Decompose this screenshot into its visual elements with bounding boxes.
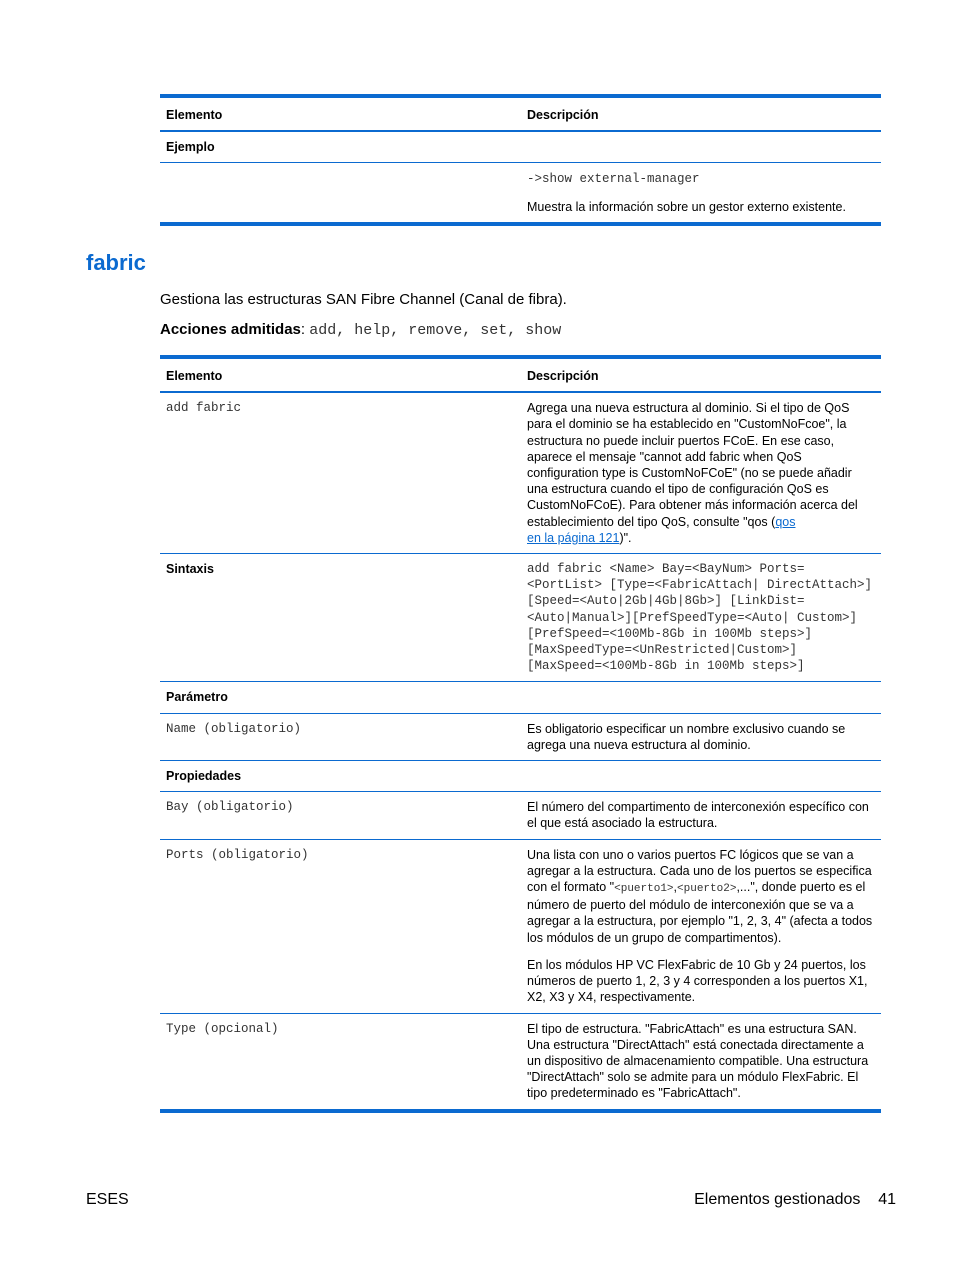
empty-cell bbox=[160, 163, 521, 224]
ports-desc-part2: ,...", donde puerto es el número de puerto del módulo de interconexión que se va a agregar a la estructura, por ejemplo "1, 2, 3, 4" (afecta a todos los módulos de un grupo de compartimentos). bbox=[527, 880, 873, 945]
add-fabric-element: add fabric bbox=[166, 401, 242, 416]
fabric-table bbox=[160, 355, 881, 1113]
add-fabric-desc-text: Agrega una nueva estructura al dominio. Si el tipo de QoS para el dominio se ha establecido en "CustomNoFcoe", la estructura no puede incluir puertos FCoE. En ese caso, aparece el mensaje "cannot add fabric when QoS configuration type is CustomNoFCoE" (no se puede añadir una estructura cuando el tipo de configuración QoS es CustomNoFCoE). Para obtener más información acerca del establecimiento del tipo QoS, consulte "qos ( bbox=[527, 401, 858, 529]
ports-description bbox=[521, 839, 881, 1013]
syntax-label: Sintaxis bbox=[166, 562, 214, 577]
section-label-ejemplo: Ejemplo bbox=[166, 140, 215, 155]
table-header-row bbox=[160, 96, 881, 131]
type-element: Type (opcional) bbox=[166, 1021, 279, 1036]
properties-label: Propiedades bbox=[166, 769, 242, 784]
table-row bbox=[160, 792, 881, 839]
empty-cell bbox=[521, 761, 881, 792]
actions-label: Acciones admitidas bbox=[160, 321, 301, 338]
footer-left: ESES bbox=[86, 1191, 129, 1208]
bay-description: El número del compartimento de interconexión específico con el que está asociado la estructura. bbox=[527, 800, 869, 831]
header-elemento: Elemento bbox=[160, 96, 521, 131]
ports-comma: , bbox=[673, 880, 678, 895]
table-row bbox=[160, 554, 881, 682]
table-row bbox=[160, 131, 881, 163]
section-title: fabric bbox=[86, 250, 146, 275]
actions-list: add, help, remove, set, show bbox=[309, 322, 562, 339]
ports-element: Ports (obligatorio) bbox=[166, 847, 309, 862]
empty-cell bbox=[521, 131, 881, 163]
add-fabric-description bbox=[521, 392, 881, 553]
footer-title: Elementos gestionados bbox=[694, 1191, 861, 1208]
empty-cell bbox=[521, 682, 881, 713]
add-fabric-desc-end: )". bbox=[619, 530, 632, 545]
table-row bbox=[160, 682, 881, 713]
bay-element: Bay (obligatorio) bbox=[166, 800, 294, 815]
header-elemento: Elemento bbox=[160, 357, 521, 392]
example-description: Muestra la información sobre un gestor externo existente. bbox=[527, 199, 846, 214]
qos-link-text-1: qos bbox=[775, 514, 796, 529]
type-description: El tipo de estructura. "FabricAttach" es una estructura SAN. Una estructura "DirectAttach" está conectada directamente a un dispositivo de almacenamiento compatible. Una estructura "DirectAttach" solo se admite para un módulo FlexFabric. El tipo predeterminado es "FabricAttach". bbox=[527, 1021, 869, 1101]
name-param-element: Name (obligatorio) bbox=[166, 721, 302, 736]
ports-code-1: <puerto1> bbox=[614, 883, 674, 896]
example-command: ->show external-manager bbox=[527, 172, 700, 187]
qos-link-text-2: en la página 121 bbox=[527, 530, 620, 545]
table-row bbox=[160, 761, 881, 792]
example-table bbox=[160, 94, 881, 226]
table-row bbox=[160, 163, 881, 224]
page-number: 41 bbox=[878, 1191, 896, 1208]
header-descripcion: Descripción bbox=[521, 96, 881, 131]
parameter-label: Parámetro bbox=[166, 690, 228, 705]
table-row bbox=[160, 392, 881, 553]
syntax-value: add fabric <Name> Bay=<BayNum> Ports=<PortList> [Type=<FabricAttach| DirectAttach>] [Speed=<Auto|2Gb|4Gb|8Gb>] [LinkDist=<Auto|Manual>][PrefSpeedType=<Auto| Custom>] [PrefSpeed=<100Mb-8Gb in 100Mb steps>][MaxSpeedType=<UnRestricted|Custom>] [MaxSpeed=<100Mb-8Gb in 100Mb steps>] bbox=[527, 562, 873, 674]
actions-colon: : bbox=[300, 321, 306, 338]
table-row bbox=[160, 1013, 881, 1111]
section-intro: Gestiona las estructuras SAN Fibre Channel (Canal de fibra). bbox=[160, 291, 567, 308]
table-row bbox=[160, 839, 881, 1013]
header-descripcion: Descripción bbox=[521, 357, 881, 392]
table-row bbox=[160, 713, 881, 760]
ports-desc-part1: Una lista con uno o varios puertos FC lógicos que se van a agregar a la estructura. Cada uno de los puertos se especifica con el formato " bbox=[527, 847, 872, 895]
ports-desc-para2: En los módulos HP VC FlexFabric de 10 Gb y 24 puertos, los números de puerto 1, 2, 3 y 4 corresponden a los puertos X1, X2, X3 y X4, respectivamente. bbox=[527, 957, 868, 1005]
ports-code-2: <puerto2> bbox=[677, 883, 737, 896]
example-cell bbox=[521, 163, 881, 224]
name-param-description: Es obligatorio especificar un nombre exclusivo cuando se agrega una nueva estructura al dominio. bbox=[527, 721, 846, 752]
footer-right bbox=[694, 1191, 896, 1209]
table-header-row bbox=[160, 357, 881, 392]
supported-actions bbox=[160, 321, 561, 339]
